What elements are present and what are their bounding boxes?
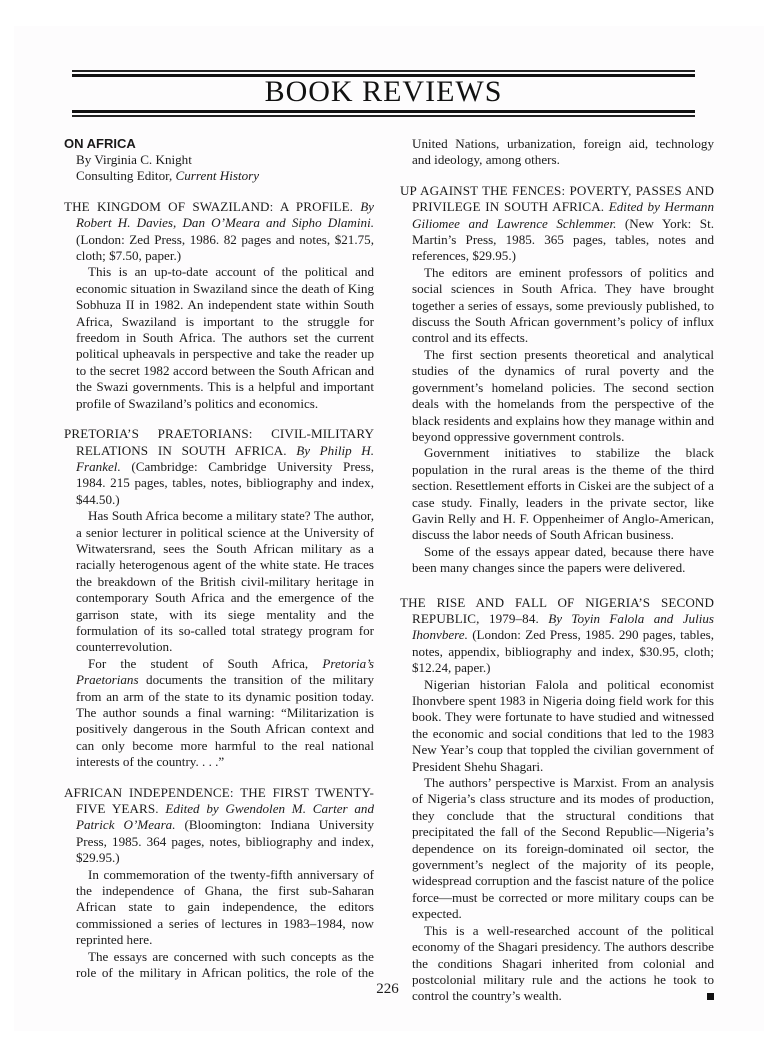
review-paragraph: In commemoration of the twenty-fifth anniversary of the independence of Ghana, the first sub-Saharan African state to gain independence, the editors commissioned a series of lectures in 1983–1984, now reprinted here. bbox=[76, 866, 374, 948]
paragraph-text: This is a well-researched account of the political economy of the Shagari presidency. The authors describe the conditions Shagari inherited from colonial and postcolonial military rule and the actions he took to control the country’s wealth. bbox=[412, 922, 714, 1004]
review-title: THE RISE AND FALL OF NIGERIA’S SECOND REPUBLIC, 1979–84. bbox=[400, 594, 714, 626]
review-publication: (London: Zed Press, 1986. 82 pages and notes, $21.75, cloth; $7.50, paper.) bbox=[76, 231, 374, 264]
book-title-italic: Pretoria’s Praetorians bbox=[76, 655, 374, 688]
byline-role bbox=[76, 168, 374, 184]
byline-publication: Current History bbox=[175, 168, 260, 184]
review-title: PRETORIA’S PRAETORIANS: CIVIL-MILITARY RELATIONS IN SOUTH AFRICA. bbox=[64, 426, 374, 458]
right-column bbox=[400, 136, 714, 1005]
byline-role-text: Consulting Editor, bbox=[76, 168, 176, 184]
review-title: UP AGAINST THE FENCES: POVERTY, PASSES AND PRIVILEGE IN SOUTH AFRICA. bbox=[400, 182, 714, 215]
byline-author: By Virginia C. Knight bbox=[76, 152, 192, 167]
review-publication: (Cambridge: Cambridge University Press, 1984. 215 pages, tables, notes, bibliography and index, $44.50.) bbox=[76, 458, 374, 507]
review-paragraph: The first section presents theoretical and analytical studies of the dynamics of rural poverty and the government’s homeland policies. The second section deals with the homelands from the perspective of the black residents and explains how they manage within and beyond oppressive government controls. bbox=[412, 346, 714, 444]
review-citation bbox=[64, 199, 374, 265]
review-pretoria bbox=[64, 426, 374, 771]
review-credit: By Toyin Falola and Julius Ihonvbere. bbox=[412, 610, 714, 643]
left-column bbox=[64, 136, 374, 982]
review-paragraph: The essays are concerned with such concepts as the role of the military in African politics, the role of the bbox=[76, 948, 374, 981]
review-title: AFRICAN INDEPENDENCE: THE FIRST TWENTY-FIVE YEARS. bbox=[64, 784, 374, 817]
review-nigeria-second-republic bbox=[400, 595, 714, 1005]
review-citation bbox=[400, 595, 714, 677]
review-citation bbox=[400, 183, 714, 265]
review-paragraph bbox=[64, 656, 374, 771]
review-paragraph: Nigerian historian Falola and political economist Ihonvbere spent 1983 in Nigeria doing field work for this book. They were fortunate to have studied and witnessed the economic and social conditions that led to the 1983 New Year’s coup that toppled the civilian government of President Shehu Shagari. bbox=[412, 676, 714, 774]
review-paragraph: Some of the essays appear dated, because there have been many changes since the papers were delivered. bbox=[412, 543, 714, 576]
divider bbox=[72, 70, 695, 72]
review-title: THE KINGDOM OF SWAZILAND: A PROFILE. bbox=[64, 198, 354, 214]
review-paragraph: The authors’ perspective is Marxist. From an analysis of Nigeria’s class structure and its modes of production, they conclude that the structural conditions that precipitated the fall of the Second Republic—Nigeria’s dependence on its foreign-dominated oil sector, the government’s neglect of the majority of its people, widespread corruption and the fascist nature of the police force—must be corrected or more military coups can be expected. bbox=[412, 775, 714, 922]
review-up-against-the-fences bbox=[400, 183, 714, 577]
review-publication: (Bloomington: Indiana University Press, 1985. 364 pages, notes, bibliography and index, $29.95.) bbox=[76, 817, 375, 866]
column-heading: ON AFRICA bbox=[64, 136, 136, 151]
review-paragraph-continued: United Nations, urbanization, foreign aid, technology and ideology, among others. bbox=[412, 136, 714, 168]
review-credit: By Philip H. Frankel. bbox=[76, 442, 374, 474]
header-rule-bottom bbox=[72, 110, 695, 117]
divider bbox=[72, 115, 695, 117]
review-credit: Edited by Hermann Giliomee and Lawrence Schlemmer. bbox=[412, 199, 714, 231]
review-credit: Edited by Gwendolen M. Carter and Patrick O’Meara. bbox=[76, 801, 375, 833]
review-citation bbox=[64, 426, 374, 508]
review-citation bbox=[64, 785, 374, 867]
paragraph-prefix: For the student of South Africa, bbox=[88, 655, 323, 671]
paragraph-rest: documents the transition of the military from an arm of the state to its dynamic position today. The author sounds a final warning: “Militarization is positively dangerous in the South African context and can only become more harmful to the real national interests of the country. . . .” bbox=[76, 672, 374, 770]
review-paragraph: Has South Africa become a military state? The author, a senior lecturer in political science at the University of Witwatersrand, sees the South African military as a racially heterogenous agent of the white state. He traces the breakdown of the British civil-military heritage in contemporary South Africa and the emergence of the garrison state, with its siege mentality and the formulation of its so-called total strategy program for counterrevolution. bbox=[76, 508, 374, 655]
review-african-independence bbox=[64, 785, 374, 982]
review-paragraph: The editors are eminent professors of politics and social sciences in South Africa. They have brought together a series of essays, some previously published, to discuss the South African government’s policy of influx control and its effects. bbox=[412, 264, 714, 346]
review-paragraph: Government initiatives to stabilize the black population in the rural areas is the theme of the third section. Resettlement efforts in Ciskei are the subject of a case study. Finally, leaders in the private sector, like Gavin Relly and H. F. Oppenheimer of Anglo-American, discuss the labor needs of South African business. bbox=[412, 445, 714, 543]
page-title: BOOK REVIEWS bbox=[264, 75, 503, 108]
review-swaziland bbox=[64, 199, 374, 412]
review-publication: (London: Zed Press, 1985. 290 pages, tables, notes, appendix, bibliography and index, $30.95, cloth; $12.24, paper.) bbox=[412, 627, 714, 676]
review-publication: (New York: St. Martin’s Press, 1985. 365 pages, tables, notes and references, $29.95.) bbox=[412, 215, 714, 264]
page-number: 226 bbox=[376, 981, 399, 997]
review-paragraph: This is an up-to-date account of the political and economic situation in Swaziland since the death of King Sobhuza II in 1982. An independent state within South Africa, Swaziland is important to the struggle for freedom in South Africa. The authors set the current political upheavals in perspective and take the reader up to the secret 1982 accord between the South African and the Swazi governments. This is a helpful and important profile of Swaziland’s politics and economics. bbox=[76, 264, 374, 411]
divider bbox=[72, 110, 695, 113]
review-credit: By Robert H. Davies, Dan O’Meara and Sipho Dlamini. bbox=[76, 198, 374, 231]
